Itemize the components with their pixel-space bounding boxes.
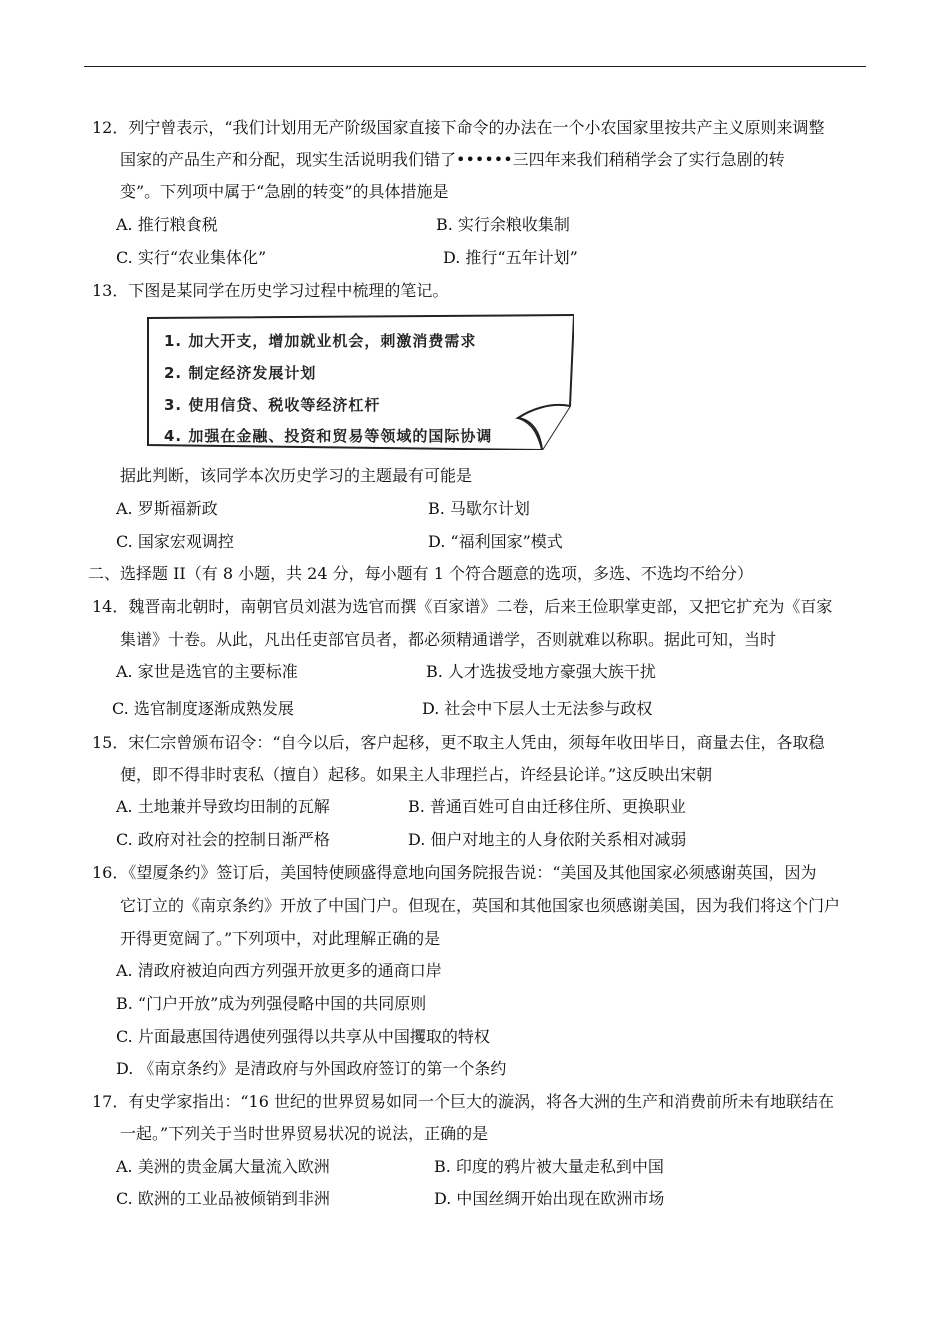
q15-stem-line1: 15．宋仁宗曾颁布诏令：“自今以后，客户起移，更不取主人凭由，须每年收田毕日，商量去住，各取稳 <box>92 733 825 752</box>
q14-option-b: B. 人才选拔受地方豪强大族干扰 <box>426 662 656 681</box>
q13-option-a: A. 罗斯福新政 <box>116 499 218 518</box>
q15-option-c: C. 政府对社会的控制日渐严格 <box>116 830 330 849</box>
q16-option-b: B. “门户开放”成为列强侵略中国的共同原则 <box>116 994 427 1013</box>
q12-option-c: C. 实行“农业集体化” <box>116 248 267 267</box>
note-item-4: 4. 加强在金融、投资和贸易等领域的国际协调 <box>164 427 493 445</box>
q16-stem-line2: 它订立的《南京条约》开放了中国门户。但现在，英国和其他国家也须感谢美国，因为我们将这个门户 <box>120 896 841 915</box>
q14-option-a: A. 家世是选官的主要标准 <box>116 662 298 681</box>
q14-stem-line2: 集谱》十卷。从此，凡出任吏部官员者，都必须精通谱学，否则就难以称职。据此可知，当时 <box>120 630 777 649</box>
q13-option-c: C. 国家宏观调控 <box>116 532 234 551</box>
note-item-2: 2. 制定经济发展计划 <box>164 364 317 382</box>
note-item-3: 3. 使用信贷、税收等经济杠杆 <box>164 396 381 414</box>
q12-option-d: D. 推行“五年计划” <box>443 248 578 267</box>
note-item-1: 1. 加大开支，增加就业机会，刺激消费需求 <box>164 332 477 350</box>
q14-option-c: C. 选官制度逐渐成熟发展 <box>112 699 294 718</box>
q13-option-d: D. “福利国家”模式 <box>428 532 563 551</box>
q16-stem-line1: 16．《望厦条约》签订后，美国特使顾盛得意地向国务院报告说：“美国及其他国家必须感谢英国，因为 <box>92 863 817 882</box>
q12-option-b: B. 实行余粮收集制 <box>436 215 570 234</box>
q15-stem-line2: 便，即不得非时衷私（擅自）起移。如果主人非理拦占，许经县论详。”这反映出宋朝 <box>120 765 713 784</box>
q16-option-a: A. 清政府被迫向西方列强开放更多的通商口岸 <box>116 961 442 980</box>
q17-option-c: C. 欧洲的工业品被倾销到非洲 <box>116 1189 330 1208</box>
q14-option-d: D. 社会中下层人士无法参与政权 <box>422 699 653 718</box>
q14-stem-line1: 14．魏晋南北朝时，南朝官员刘湛为选官而撰《百家谱》二卷，后来王俭职掌吏部，又把它扩充为《百家 <box>92 597 833 616</box>
q16-option-d: D. 《南京条约》是清政府与外国政府签订的第一个条约 <box>116 1059 507 1078</box>
q12-stem-line3: 变”。下列项中属于“急剧的转变”的具体措施是 <box>120 182 449 201</box>
q17-stem-line1: 17．有史学家指出：“16 世纪的世界贸易如同一个巨大的漩涡，将各大洲的生产和消费前所未有地联结在 <box>92 1092 834 1111</box>
q13-option-b: B. 马歇尔计划 <box>428 499 530 518</box>
q12-option-a: A. 推行粮食税 <box>116 215 218 234</box>
q17-option-d: D. 中国丝绸开始出现在欧洲市场 <box>434 1189 665 1208</box>
header-rule <box>84 66 866 67</box>
q12-stem-line1: 12．列宁曾表示，“我们计划用无产阶级国家直接下命令的办法在一个小农国家里按共产主义原则来调整 <box>92 118 825 137</box>
q15-option-b: B. 普通百姓可自由迁移住所、更换职业 <box>408 797 686 816</box>
q13-stem-line1: 13．下图是某同学在历史学习过程中梳理的笔记。 <box>92 281 449 300</box>
q17-option-a: A. 美洲的贵金属大量流入欧洲 <box>116 1157 330 1176</box>
section-2-heading: 二、选择题 II（有 8 小题，共 24 分，每小题有 1 个符合题意的选项，多选、不选均不给分） <box>88 564 753 583</box>
q15-option-a: A. 土地兼并导致均田制的瓦解 <box>116 797 330 816</box>
q16-option-c: C. 片面最惠国待遇使列强得以共享从中国攫取的特权 <box>116 1027 490 1046</box>
q13-stem-line2: 据此判断，该同学本次历史学习的主题最有可能是 <box>120 466 473 485</box>
q12-stem-line2: 国家的产品生产和分配，现实生活说明我们错了••••••三四年来我们稍稍学会了实行急剧的转 <box>120 150 785 169</box>
q16-stem-line3: 开得更宽阔了。”下列项中，对此理解正确的是 <box>120 929 441 948</box>
q17-stem-line2: 一起。”下列关于当时世界贸易状况的说法，正确的是 <box>120 1124 489 1143</box>
q17-option-b: B. 印度的鸦片被大量走私到中国 <box>434 1157 664 1176</box>
q15-option-d: D. 佃户对地主的人身依附关系相对减弱 <box>408 830 687 849</box>
study-notes-figure <box>146 314 574 450</box>
